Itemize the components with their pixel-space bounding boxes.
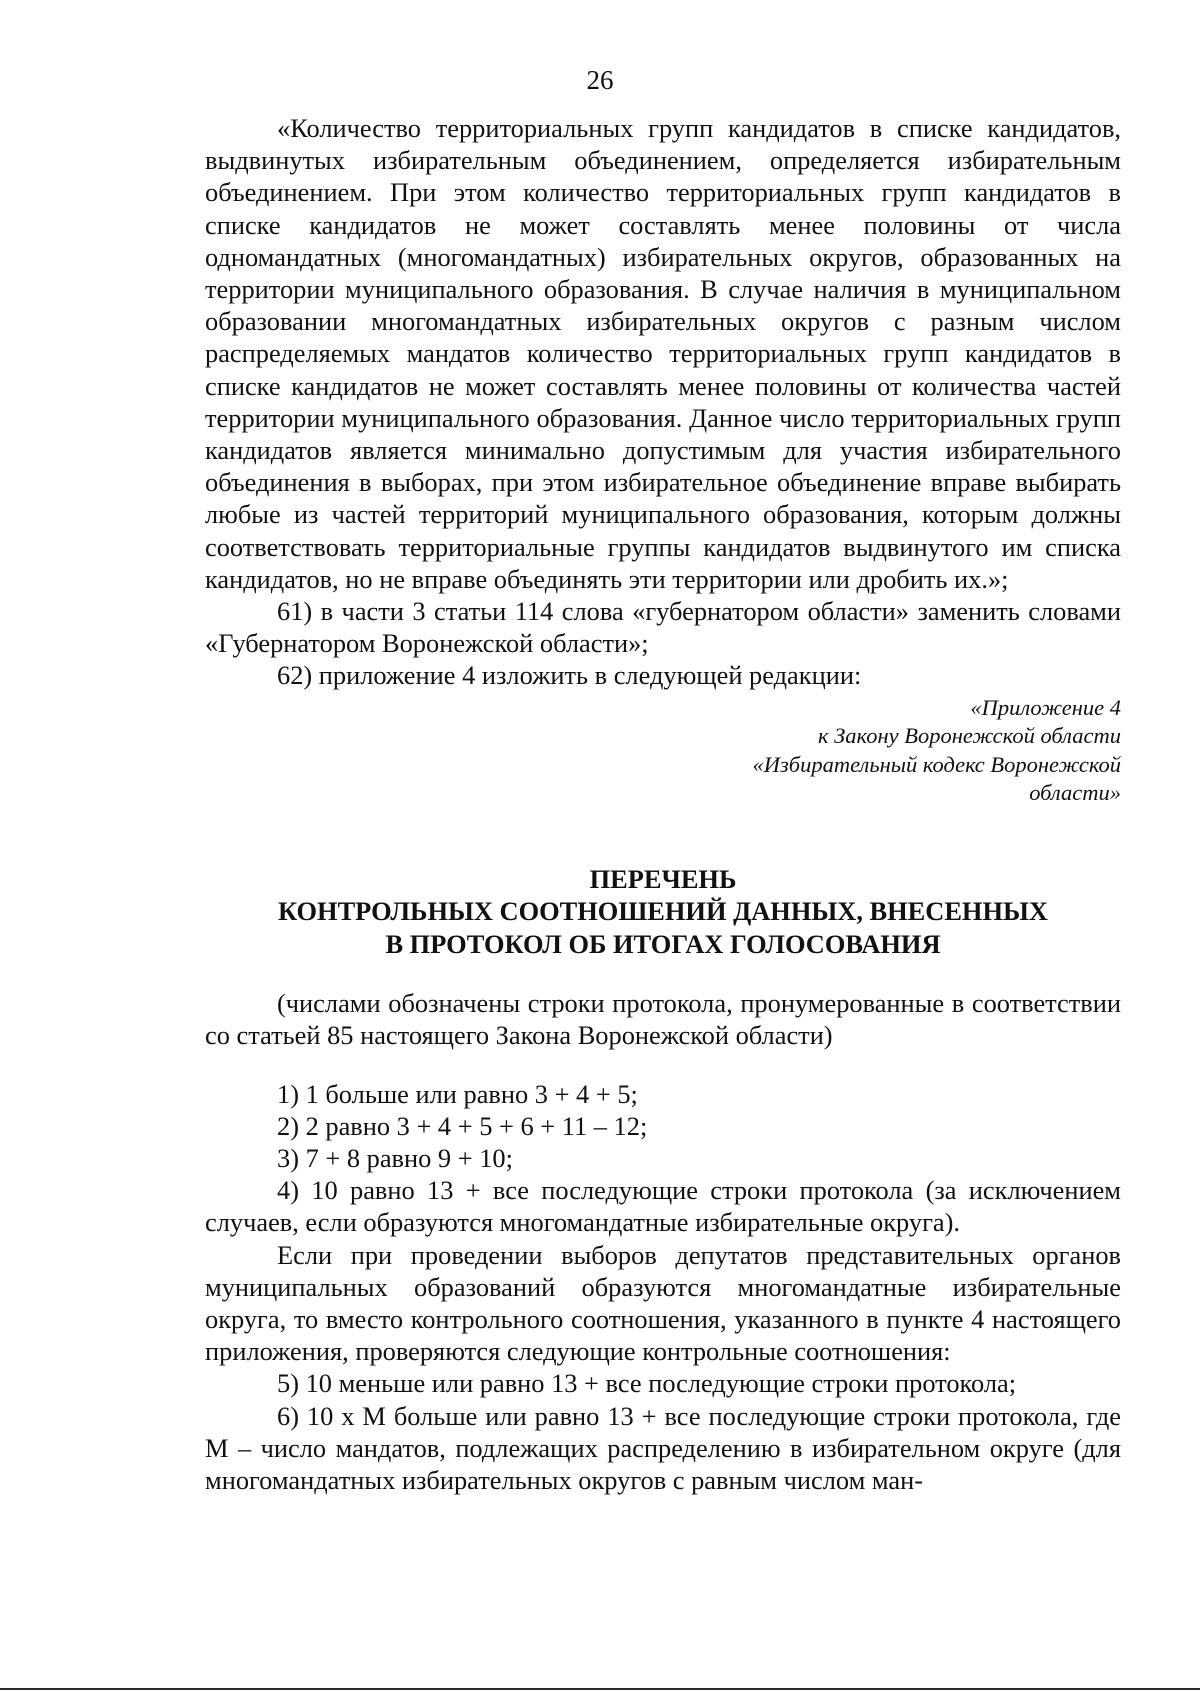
page-bottom-edge bbox=[0, 1688, 1200, 1690]
control-ratio-item: 6) 10 х М больше или равно 13 + все последующие строки протокола, где М – число мандатов, подлежащих распределению в избирательном округе (для многомандатных избирательных округов с равным числом ман- bbox=[205, 1400, 1121, 1496]
appendix-reference-line: области» bbox=[1029, 780, 1121, 806]
numbering-note: (числами обозначены строки протокола, пронумерованные в соответствии со статьей 85 настоящего Закона Воронежской области) bbox=[205, 988, 1121, 1051]
section-heading bbox=[205, 863, 1121, 960]
amendment-item-62: 62) приложение 4 изложить в следующей редакции: bbox=[277, 660, 862, 691]
appendix-reference-line: «Приложение 4 bbox=[970, 694, 1121, 720]
spacer bbox=[205, 1052, 1121, 1078]
heading-line: ПЕРЕЧЕНЬ bbox=[589, 864, 737, 895]
control-ratio-item: 3) 7 + 8 равно 9 + 10; bbox=[277, 1143, 513, 1174]
page-number: 26 bbox=[586, 65, 614, 95]
appendix-reference-line: «Избирательный кодекс Воронежской bbox=[752, 751, 1121, 777]
control-ratio-item: 1) 1 больше или равно 3 + 4 + 5; bbox=[277, 1078, 638, 1109]
heading-line: КОНТРОЛЬНЫХ СООТНОШЕНИЙ ДАННЫХ, ВНЕСЕННЫХ bbox=[278, 896, 1048, 927]
control-ratio-item: 5) 10 меньше или равно 13 + все последующие строки протокола; bbox=[277, 1368, 1017, 1399]
appendix-reference bbox=[205, 694, 1121, 808]
heading-line: В ПРОТОКОЛ ОБ ИТОГАХ ГОЛОСОВАНИЯ bbox=[385, 928, 941, 959]
document-body bbox=[205, 112, 1121, 1496]
appendix-reference-line: к Закону Воронежской области bbox=[818, 723, 1121, 749]
quoted-paragraph: «Количество территориальных групп кандидатов в списке кандидатов, выдвинутых избирательным объединением, определяется избирательным объединением. При этом количество территориальных групп кандидатов в списке кандидатов не может составлять менее половины от числа одномандатных (многомандатных) избирательных округов, образованных на территории муниципального образования. В случае наличия в муниципальном образовании многомандатных избирательных округов с разным числом распределяемых мандатов количество территориальных групп кандидатов в списке кандидатов не может составлять менее половины от количества частей территории муниципального образования. Данное число территориальных групп кандидатов является минимально допустимым для участия избирательного объединения в выборах, при этом избирательное объединение вправе выбирать любые из частей территорий муниципального образования, которым должны соответствовать территориальные группы кандидатов выдвинутого им списка кандидатов, но не вправе объединять эти территории или дробить их.»; bbox=[205, 113, 1121, 594]
control-ratio-item: 2) 2 равно 3 + 4 + 5 + 6 + 11 – 12; bbox=[277, 1110, 648, 1141]
control-ratio-item: 4) 10 равно 13 + все последующие строки протокола (за исключением случаев, если образуются многомандатные избирательные округа). bbox=[205, 1175, 1121, 1238]
multi-mandate-paragraph: Если при проведении выборов депутатов представительных органов муниципальных образований образуются многомандатные избирательные округа, то вместо контрольного соотношения, указанного в пункте 4 настоящего приложения, проверяются следующие контрольные соотношения: bbox=[205, 1239, 1121, 1367]
amendment-item-61: 61) в части 3 статьи 114 слова «губернатором области» заменить словами «Губернатором Воронежской области»; bbox=[205, 596, 1121, 659]
